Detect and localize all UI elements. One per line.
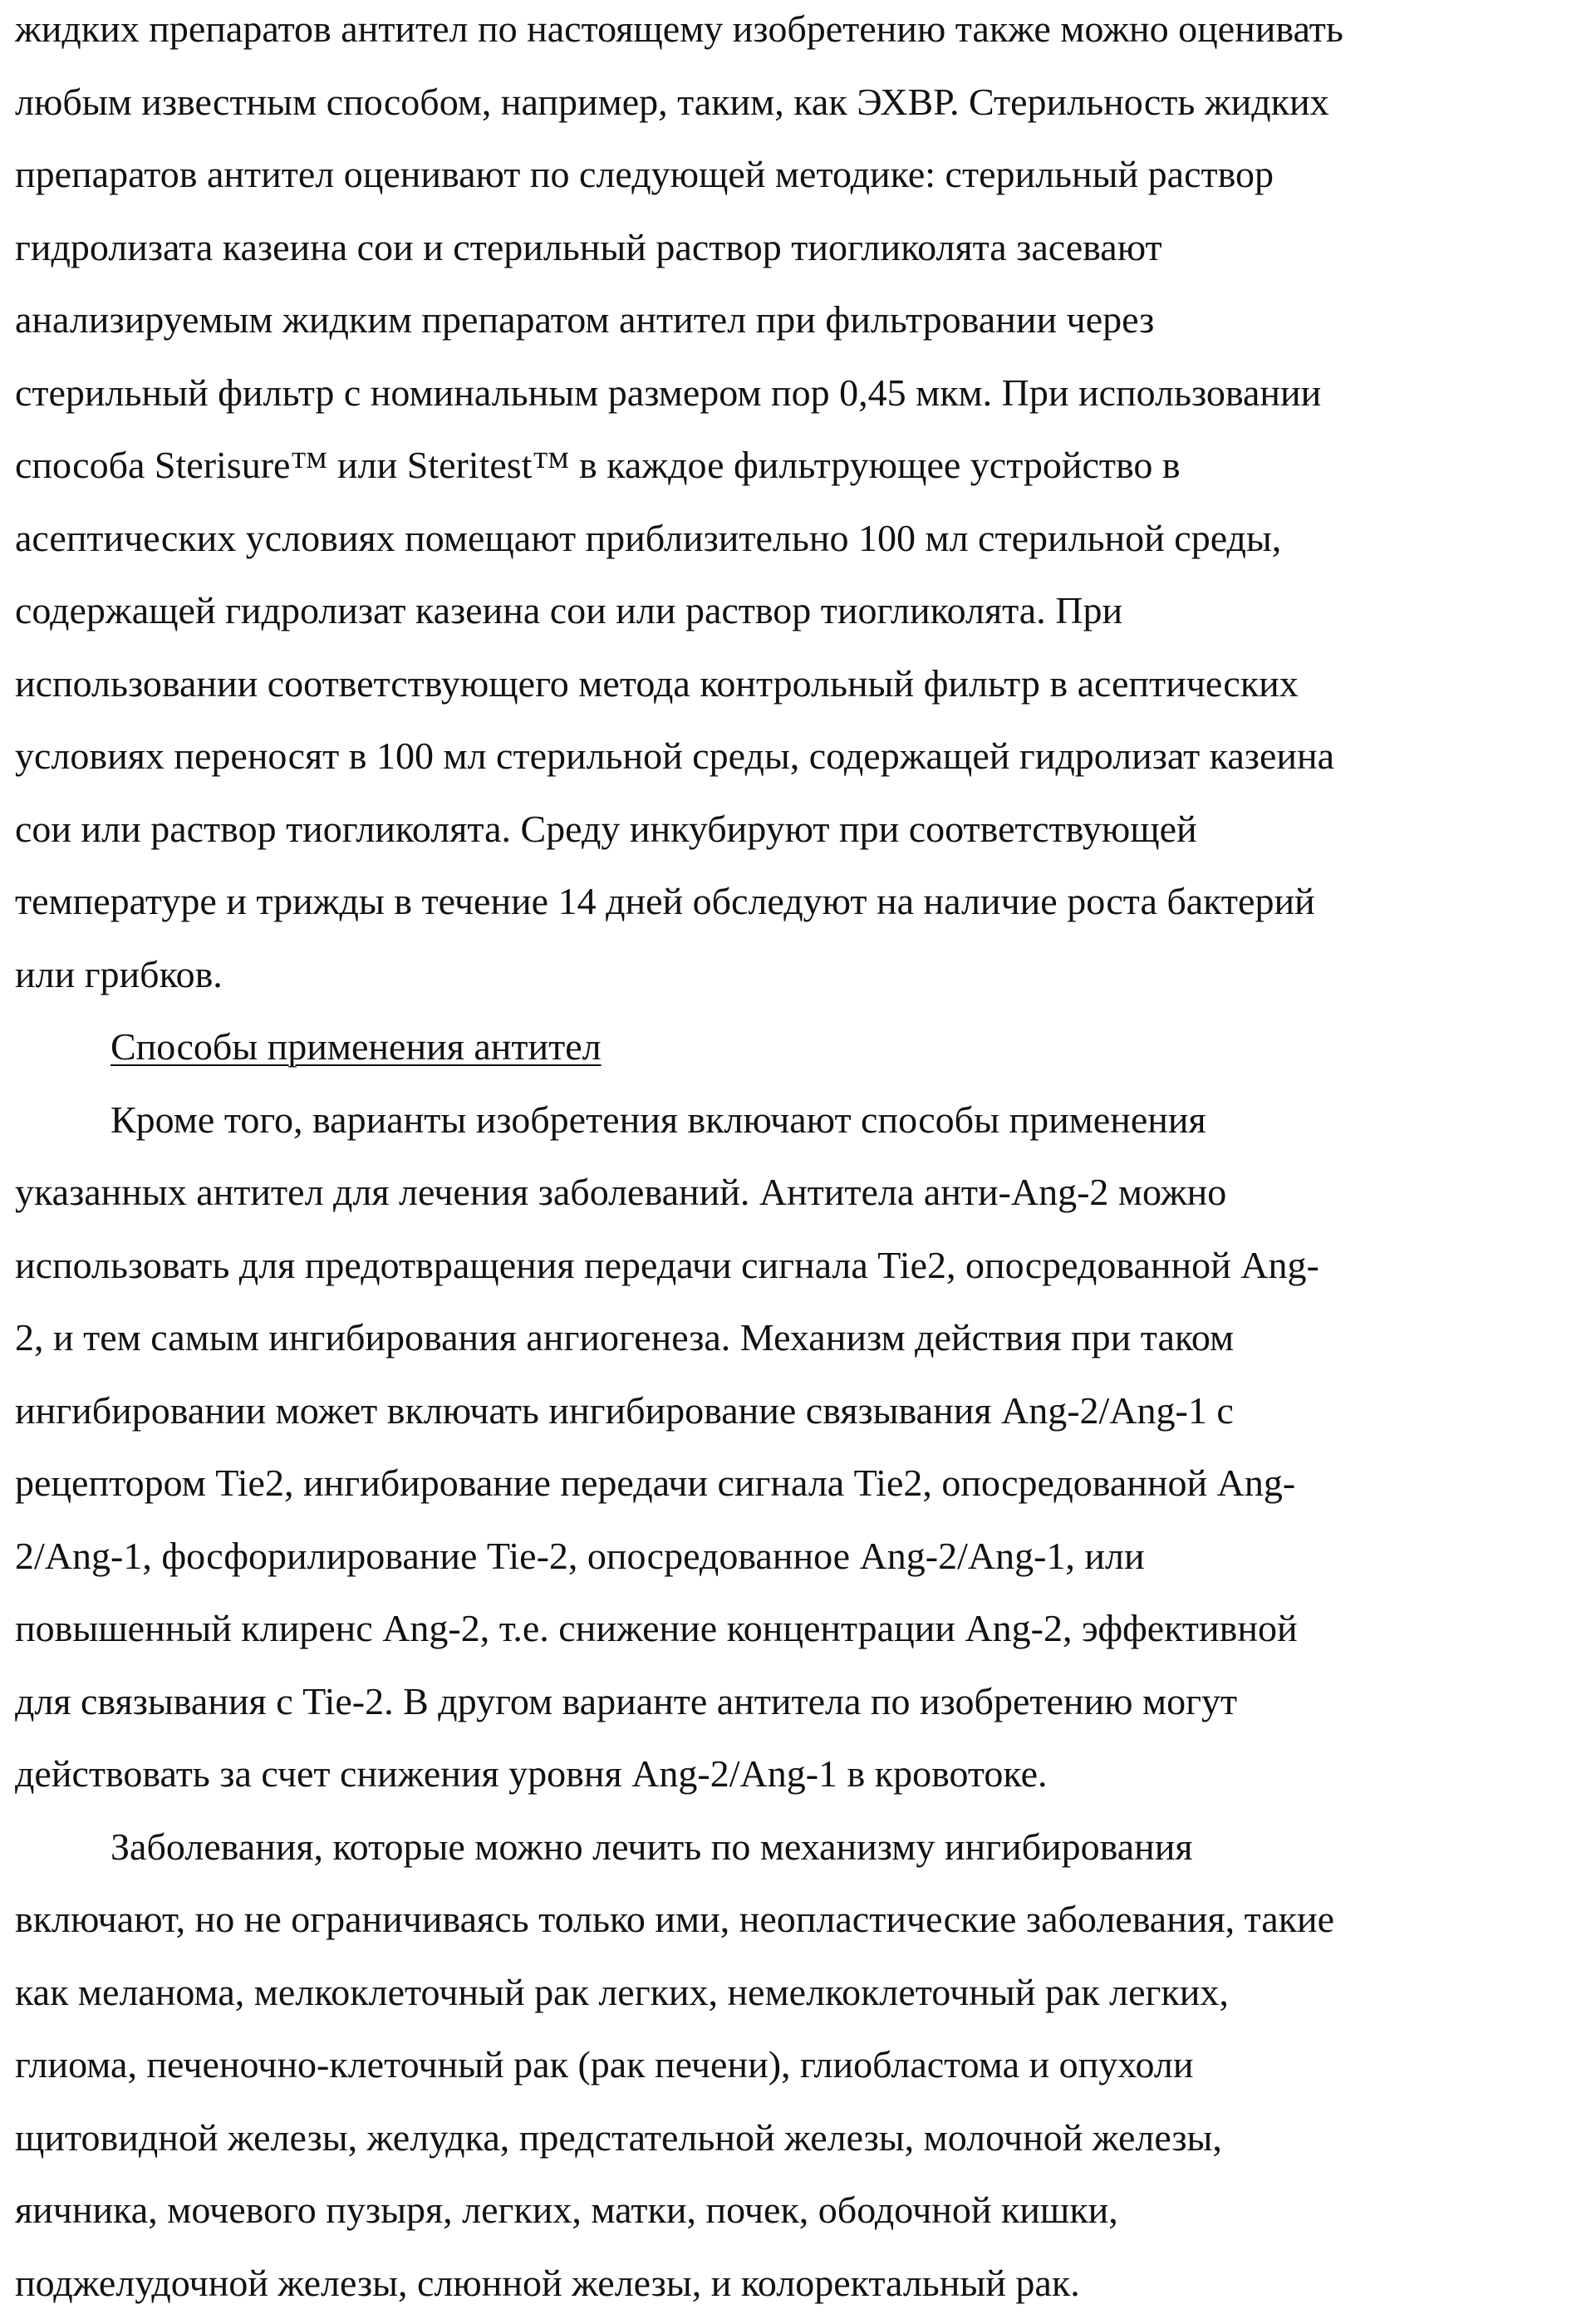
text-line: действовать за счет снижения уровня Ang-2/Ang-1 в кровотоке. [15, 1737, 1594, 1810]
text-line: Заболевания, которые можно лечить по механизму ингибирования [15, 1810, 1594, 1884]
text-line: для связывания с Tie-2. В другом варианте антитела по изобретению могут [15, 1665, 1594, 1738]
paragraph-methods [15, 1083, 1594, 1810]
text-line: Кроме того, варианты изобретения включают способы применения [15, 1083, 1594, 1157]
document-page [15, 0, 1594, 2319]
text-line: использовании соответствующего метода контрольный фильтр в асептических [15, 647, 1594, 720]
section-heading: Способы применения антител [110, 1025, 602, 1068]
text-line: использовать для предотвращения передачи сигнала Tie2, опосредованной Ang- [15, 1229, 1594, 1302]
text-line: жидких препаратов антител по настоящему изобретению также можно оценивать [15, 0, 1594, 66]
paragraph-diseases [15, 1810, 1594, 2319]
text-line: 2, и тем самым ингибирования ангиогенеза. Механизм действия при таком [15, 1301, 1594, 1374]
text-line: ингибировании может включать ингибирование связывания Ang-2/Ang-1 с [15, 1374, 1594, 1447]
text-line: повышенный клиренс Ang-2, т.е. снижение концентрации Ang-2, эффективной [15, 1592, 1594, 1665]
text-line: анализируемым жидким препаратом антител при фильтровании через [15, 283, 1594, 356]
text-line: условиях переносят в 100 мл стерильной среды, содержащей гидролизат казеина [15, 720, 1594, 793]
text-line: рецептором Tie2, ингибирование передачи сигнала Tie2, опосредованной Ang- [15, 1447, 1594, 1520]
text-line: препаратов антител оценивают по следующей методике: стерильный раствор [15, 138, 1594, 211]
text-line: содержащей гидролизат казеина сои или раствор тиогликолята. При [15, 574, 1594, 647]
text-line: любым известным способом, например, таким, как ЭХВР. Стерильность жидких [15, 66, 1594, 139]
text-line: асептических условиях помещают приблизительно 100 мл стерильной среды, [15, 502, 1594, 575]
text-line: глиома, печеночно-клеточный рак (рак печени), глиобластома и опухоли [15, 2028, 1594, 2101]
text-line: яичника, мочевого пузыря, легких, матки, почек, ободочной кишки, [15, 2174, 1594, 2247]
text-line: поджелудочной железы, слюнной железы, и колоректальный рак. [15, 2247, 1594, 2319]
text-line: гидролизата казеина сои и стерильный раствор тиогликолята засевают [15, 211, 1594, 284]
text-line: температуре и трижды в течение 14 дней обследуют на наличие роста бактерий [15, 865, 1594, 938]
text-line: сои или раствор тиогликолята. Среду инкубируют при соответствующей [15, 793, 1594, 866]
text-line: стерильный фильтр с номинальным размером пор 0,45 мкм. При использовании [15, 356, 1594, 430]
section-heading-wrap [15, 1010, 1594, 1083]
paragraph-sterility [15, 0, 1594, 1010]
text-line: указанных антител для лечения заболеваний. Антитела анти-Ang-2 можно [15, 1156, 1594, 1229]
text-line: щитовидной железы, желудка, предстательной железы, молочной железы, [15, 2101, 1594, 2174]
text-line: или грибков. [15, 938, 1594, 1011]
text-line: способа Sterisure™ или Steritest™ в каждое фильтрующее устройство в [15, 429, 1594, 502]
text-line: 2/Ang-1, фосфорилирование Tie-2, опосредованное Ang-2/Ang-1, или [15, 1520, 1594, 1593]
text-line: как меланома, мелкоклеточный рак легких, немелкоклеточный рак легких, [15, 1956, 1594, 2029]
text-line: включают, но не ограничиваясь только ими, неопластические заболевания, такие [15, 1883, 1594, 1956]
